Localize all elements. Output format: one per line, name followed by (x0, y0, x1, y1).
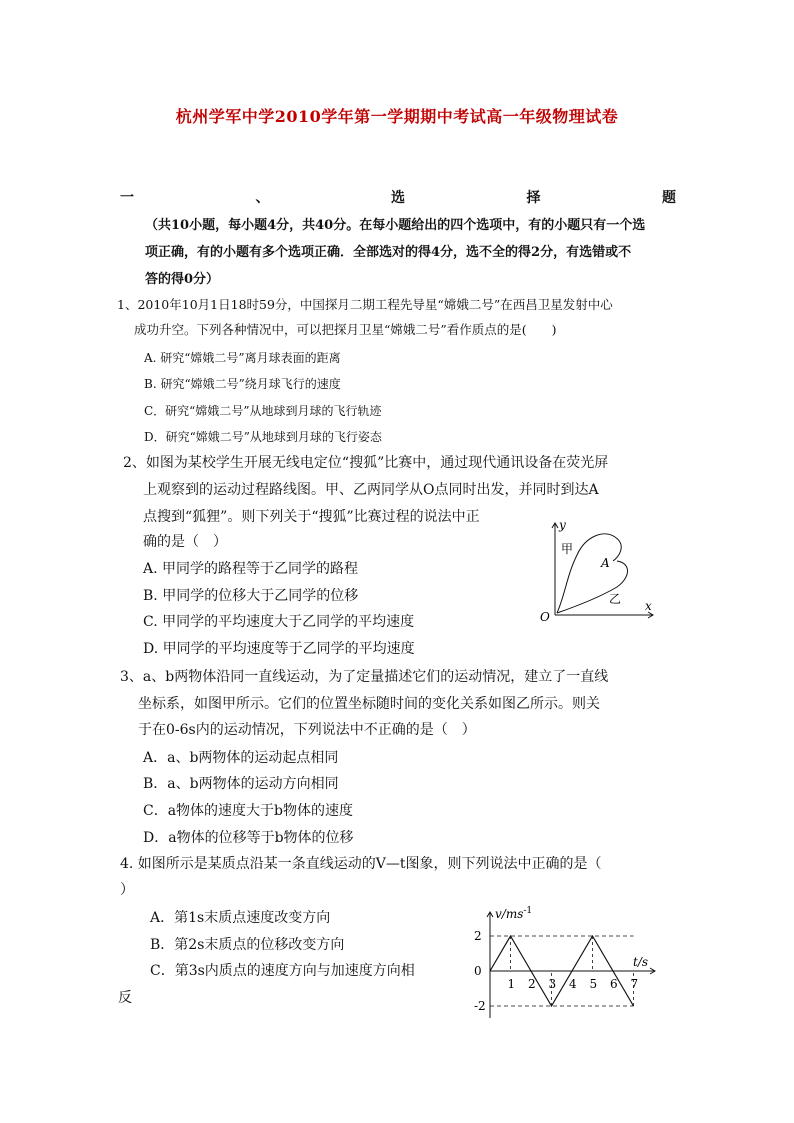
q4-stem-line: ） (120, 882, 134, 898)
q2-option-d: D. 甲同学的平均速度等于乙同学的平均速度 (143, 641, 415, 657)
q1-option-c: C．研究“嫦娥二号”从地球到月球的飞行轨迹 (144, 404, 382, 418)
vt-y-label (495, 906, 532, 921)
q3-stem-line: 于在0-6s内的运动情况，下列说法中不正确的是（ ） (138, 722, 476, 738)
heading-char: 题 (662, 190, 676, 206)
page-title: 杭州学军中学2010学年第一学期期中考试高一年级物理试卷 (175, 107, 619, 126)
vt-y-tick-label: 2 (474, 929, 482, 943)
q3-stem-line: 3、a、b两物体沿同一直线运动，为了定量描述它们的运动情况，建立了一直线 (120, 669, 609, 685)
q4-option-a: A．第1s末质点速度改变方向 (150, 910, 331, 926)
vt-x-label: t/s (633, 955, 649, 969)
vt-y-label-text: v/ms (495, 907, 524, 921)
vt-y-tick-label: -2 (474, 999, 486, 1013)
q3-option-a: A．a、b两物体的运动起点相同 (143, 750, 339, 766)
vt-x-tick-label: 6 (610, 977, 618, 991)
heading-char: 一 (120, 190, 134, 206)
q4-option-c: C．第3s内质点的速度方向与加速度方向相 (150, 963, 415, 979)
q1-option-b: B. 研究“嫦娥二号”绕月球飞行的速度 (144, 377, 341, 391)
q2-option-b: B. 甲同学的位移大于乙同学的位移 (143, 588, 359, 604)
vt-x-tick-label: 4 (569, 977, 577, 991)
y-axis-label: y (559, 518, 566, 532)
q3-stem-line: 坐标系，如图甲所示。它们的位置坐标随时间的变化关系如图乙所示。则关 (138, 696, 600, 712)
q2-path-figure (535, 515, 665, 625)
section-heading (120, 187, 676, 207)
q3-option-d: D．a物体的位移等于b物体的位移 (143, 830, 354, 846)
instruction-line: （共10小题，每小题4分，共40分。在每小题给出的四个选项中，有的小题只有一个选 (145, 218, 646, 233)
q4-option-c-continued: 反 (118, 990, 132, 1006)
x-axis-label: x (645, 599, 652, 613)
path-2-label: 乙 (609, 592, 622, 606)
q2-stem-line: 点搜到“狐狸”。则下列关于“搜狐”比赛过程的说法中正 (143, 509, 480, 525)
q4-option-b: B．第2s末质点的位移改变方向 (150, 937, 345, 953)
vt-x-tick-label: 2 (528, 977, 536, 991)
q1-option-d: D．研究“嫦娥二号”从地球到月球的飞行姿态 (144, 430, 382, 444)
q2-stem-line: 上观察到的运动过程路线图。甲、乙两同学从O点同时出发，并同时到达A (143, 482, 599, 498)
vt-x-tick-label: 3 (548, 977, 557, 991)
q2-stem-line: 2、如图为某校学生开展无线电定位“搜狐”比赛中，通过现代通讯设备在荧光屏 (123, 455, 609, 471)
q3-option-b: B．a、b两物体的运动方向相同 (143, 776, 339, 792)
q2-option-c: C. 甲同学的平均速度大于乙同学的平均速度 (143, 614, 415, 630)
q2-stem-line: 确的是（ ） (143, 534, 227, 550)
q1-stem-line: 1、2010年10月1日18时59分，中国探月二期工程先导星“嫦娥二号”在西昌卫星发射中心 (117, 297, 613, 312)
path-1-label: 甲 (561, 542, 574, 556)
instruction-line: 项正确，有的小题有多个选项正确．全部选对的得4分，选不全的得2分，有选错或不 (145, 245, 632, 260)
origin-label: O (540, 610, 550, 624)
q2-option-a: A. 甲同学的路程等于乙同学的路程 (143, 561, 359, 577)
q1-stem-line: 成功升空。下列各种情况中，可以把探月卫星“嫦娥二号”看作质点的是( ) (134, 322, 557, 337)
vt-y-label-sup: -1 (523, 906, 533, 916)
vt-x-tick-label: 1 (507, 977, 516, 991)
heading-char: 、 (255, 190, 270, 206)
q1-option-a: A. 研究“嫦娥二号”离月球表面的距离 (144, 351, 341, 365)
heading-char: 选 (391, 190, 405, 206)
q4-stem-line: 4. 如图所示是某质点沿某一条直线运动的V—t图象，则下列说法中正确的是（ (120, 856, 602, 872)
vt-y-tick-label: 0 (474, 964, 482, 978)
heading-char: 择 (526, 190, 541, 206)
q3-option-c: C．a物体的速度大于b物体的速度 (143, 803, 354, 819)
instruction-line: 答的得0分） (145, 272, 220, 287)
vt-x-tick-label: 7 (630, 977, 639, 991)
vt-x-tick-label: 5 (589, 977, 598, 991)
point-a-label: A (601, 556, 610, 570)
vt-chart (455, 900, 665, 1025)
